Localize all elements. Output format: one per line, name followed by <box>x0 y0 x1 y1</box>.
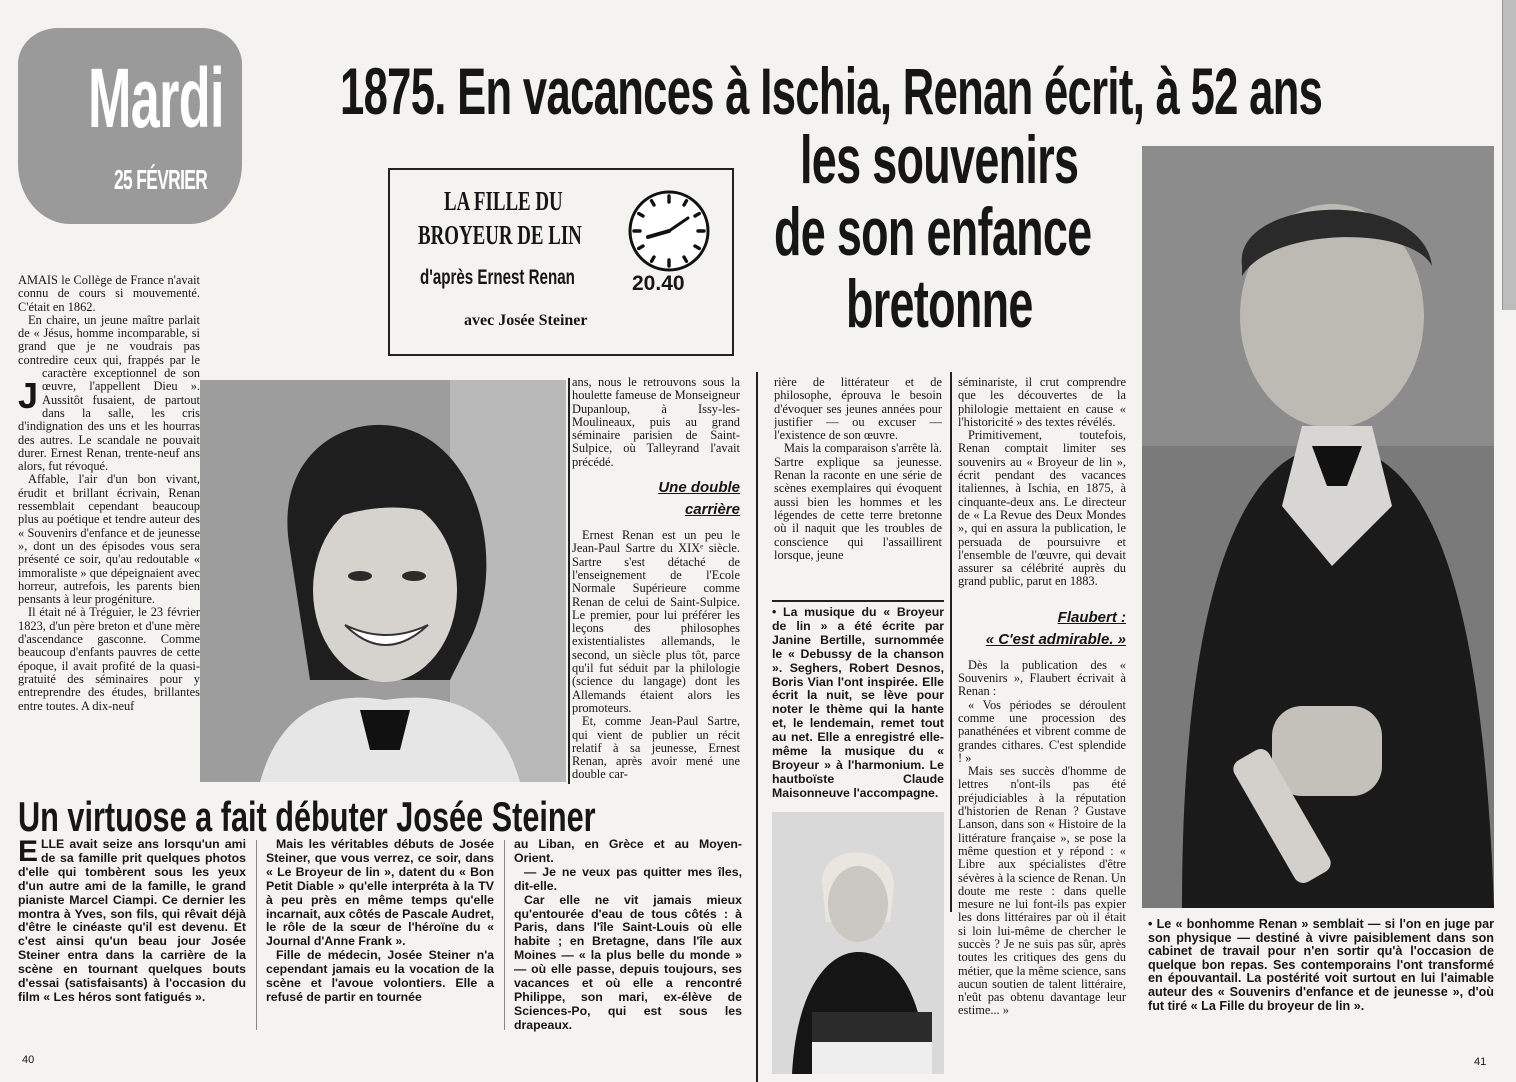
portrait-renan-icon <box>1142 146 1494 908</box>
article-paragraph: Mais ses succès d'homme de lettres n'ont-ils pas été préjudiciables à la réputation d'historien de Renan ? Gustave Lanson, dans son « Histoire de la littérature française », se pose la même question et y répond : « Libre aux spécialistes d'être sévères à la science de Renan. Un doute me reste : dans quelle mesure ne lui font-ils pas expier les dons littéraires par où il était si loin lui-même de chercher le succès ? Je ne suis pas sûr, après toutes les critiques des gens du métier, que la même science, sans aucun soutien de talent littéraire, n'eût pas obtenu davantage leur estime... » <box>958 764 1126 1018</box>
article2-column-2: Mais les véritables débuts de Josée Steiner, que vous verrez, ce soir, dans « Le Broyeur de lin », datent du « Bon Petit Diable » qu'elle interpréta à la TV à peu près en même temps qu'elle incarnait, aux côtés de Pascale Audret, le rôle de la sœur de l'héroïne du « Journal d'Anne Frank ». Fille de médecin, Josée Steiner n'a cependant jamais eu la vocation de la scène et l'avoue volontiers. Elle a refusé de partir en tournée <box>266 838 494 1004</box>
programme-title-2: BROYEUR DE LIN <box>418 220 582 250</box>
column-rule <box>950 372 952 912</box>
subheading-double-carriere: Une double carrière <box>658 479 740 519</box>
day-badge <box>18 28 242 224</box>
article2-column-1: E LLE avait seize ans lorsqu'un ami de sa famille prit quelques photos d'elle qui tombèrent sous les yeux d'un autre ami de la famille, le grand pianiste Marcel Ciampi. Ce dernier les montra à Yves, son fils, qui rêvait déjà d'être le cinéaste qu'il est devenu. Et c'est ainsi qu'un beau jour Josée Steiner entra dans la carrière de la scène en tournant quelques bouts d'essai (satisfaisants) à l'occasion du film « Les héros sont fatigués ». <box>18 838 246 1004</box>
photo-janine-bertille <box>772 812 944 1074</box>
article-paragraph: Primitivement, toutefois, Renan comptait limiter ses souvenirs au « Broyeur de lin », écrit pendant des vacances italiennes, à Ischia, en 1875, à cinquante-deux ans. Le directeur de « La Revue des Deux Mondes », qui en assura la publication, le persuada de poursuivre et l'ensemble de l'œuvre, qui devait assurer sa célébrité auprès du grand public, parut en 1883. <box>958 428 1126 589</box>
headline-line4: bretonne <box>846 266 1033 342</box>
article-paragraph: Mais la comparaison s'arrête là. Sartre explique sa jeunesse. Renan la raconte en une série de scènes exemplaires qui évoquent aussi bien les hommes et les légendes de cette terre bretonne où il naquit que les troubles de conscience qui l'assaillirent lorsque, jeune <box>774 441 942 562</box>
article2-column-3: au Liban, en Grèce et au Moyen-Orient. — Je ne veux pas quitter mes îles, dit-elle. Car elle ne vit jamais mieux qu'entourée d'eau de tous côtés : à Paris, dans l'île Saint-Louis où elle habite ; en Bretagne, dans l'île aux Moines — « la plus belle du monde » — où elle passe, depuis toujours, ses vacances et où elle a rencontré Philippe, son mari, ex-élève de Sciences-Po, qui est sous les drapeaux. <box>514 838 742 1032</box>
article-column-2 <box>572 376 740 784</box>
column-rule <box>568 378 570 784</box>
article2-headline: Un virtuose a fait débuter Josée Steiner <box>18 793 596 840</box>
programme-box <box>388 168 734 356</box>
portrait-woman-icon <box>200 380 566 782</box>
programme-title-1: LA FILLE DU <box>444 186 563 216</box>
article-paragraph: Ernest Renan est un peu le Jean-Paul Sartre du XIXᵉ siècle. Sartre s'est détaché de l'enseignement de l'Ecole Normale Supérieure comme Renan de celui de Saint-Sulpice. Le premier, pour lui préférer les leçons des philosophes existentialistes allemands, le second, un siècle plus tôt, parce qu'il fut séduit par la philologie (science du langage) dont les Allemands étaient alors les promoteurs. <box>572 528 740 715</box>
clock-icon <box>626 188 712 274</box>
page-edge <box>1502 0 1516 310</box>
page-number-right: 41 <box>1474 1056 1487 1068</box>
article-paragraph: « Vos périodes se déroulent comme une procession des panathénées et vibrent comme de grandes cithares. C'est splendide ! » <box>958 697 1126 765</box>
photo-ernest-renan <box>1142 146 1494 908</box>
article-paragraph: rière de littérateur et de philosophe, éprouva le besoin d'évoquer ses jeunes années pour justifier — ou excuser — l'existence de son œuvre. <box>774 376 942 443</box>
photo-josee-steiner <box>200 380 566 782</box>
article-paragraph: ans, nous le retrouvons sous la houlette fameuse de Monseigneur Dupanloup, à Issy-les-Moulineaux, puis au grand séminaire parisien de Saint-Sulpice, où Talleyrand l'avait précédé. <box>572 376 740 469</box>
article-column-4 <box>958 376 1126 1056</box>
article-paragraph: Affable, l'air d'un bon vivant, érudit et brillant écrivain, Renan ressemblait cependant beaucoup plus au poétique et tendre auteur des « Souvenirs d'enfance et de jeunesse », dont un des épisodes vous sera présenté ce soir, qu'au redoutable « immoraliste » que dépeignaient avec horreur, autrefois, les parents bien pensants à leur progéniture. <box>18 472 200 607</box>
column-rule <box>756 372 758 1082</box>
music-box-text: • La musique du « Broyeur de lin » a été écrite par Janine Bertille, surnommée le « Debussy de la chanson ». Seghers, Robert Desnos, Boris Vian l'ont inspirée. Elle écrit la nuit, se lève pour noter le thème qui la hante et, le lendemain, remet tout au net. Elle a enregistré elle-même la musique du « Broyeur » à l'harmonium. Le hautboïste Claude Maisonneuve l'accompagne. <box>772 605 944 800</box>
programme-cast: avec Josée Steiner <box>464 312 588 329</box>
date-label: 25 FÉVRIER <box>114 164 208 195</box>
article-paragraph: Et, comme Jean-Paul Sartre, qui vient de publier un récit relatif à sa jeunesse, Ernest Renan, après avoir mené une double car- <box>572 714 740 782</box>
headline-line1: 1875. En vacances à Ischia, Renan écrit, à 52 ans <box>340 54 1323 128</box>
article-column-3 <box>774 376 942 574</box>
page-number-left: 40 <box>22 1054 35 1066</box>
headline-line2: les souvenirs <box>800 122 1079 198</box>
article-paragraph: séminariste, il crut comprendre que les découvertes de la philologie mettaient en cause « l'historicité » des textes révélés. <box>958 376 1126 429</box>
portrait-pianist-icon <box>772 812 944 1074</box>
article-paragraph: En chaire, un jeune maître parlait de « Jésus, homme incomparable, si grand que je ne voudrais pas contredire ceux qui, frappés par le caractère exceptionnel de son œuvre, l'appellent Dieu ». Aussitôt fusaient, de partout dans la salle, les cris d'indignation des uns et les hourras des autres. Le scandale ne pouvait durer. Ernest Renan, trente-neuf ans alors, fut révoqué. <box>18 312 200 474</box>
music-box <box>772 600 944 812</box>
article-lead: AMAIS le Collège de France n'avait connu de cours si mouvementé. C'était en 1862. <box>18 274 200 314</box>
caption-renan: • Le « bonhomme Renan » semblait — si l'on en juge par son physique — destiné à vivre paisiblement dans son cabinet de travail pour n'en sortir qu'à l'occasion de quelque bon repas. Ses contemporains l'ont transformé en épouvantail. La postérité voit surtout en lui l'aimable auteur des « Souvenirs d'enfance et de jeunesse », d'où fut tiré « La Fille du broyeur de lin ». <box>1148 918 1494 1013</box>
article-paragraph: Il était né à Tréguier, le 23 février 1823, d'un père breton et d'une mère d'ascendance gasconne. Comme beaucoup d'enfants pauvres de cette époque, il avait profité de la quasi-gratuité des séminaires pour y entreprendre des études, brillantes entre toutes. A dix-neuf <box>18 605 200 713</box>
programme-time: 20.40 <box>632 272 685 295</box>
drop-cap: J <box>18 375 39 416</box>
subheading-flaubert: Flaubert : « C'est admirable. » <box>985 608 1126 648</box>
day-label: Mardi <box>88 51 224 145</box>
article-paragraph: Dès la publication des « Souvenirs », Flaubert écrivait à Renan : <box>958 657 1126 699</box>
column-rule <box>256 840 257 1030</box>
headline-line3: de son enfance <box>774 194 1092 270</box>
drop-cap: E <box>18 838 39 868</box>
column-rule <box>504 840 505 1030</box>
programme-author: d'après Ernest Renan <box>420 266 575 289</box>
